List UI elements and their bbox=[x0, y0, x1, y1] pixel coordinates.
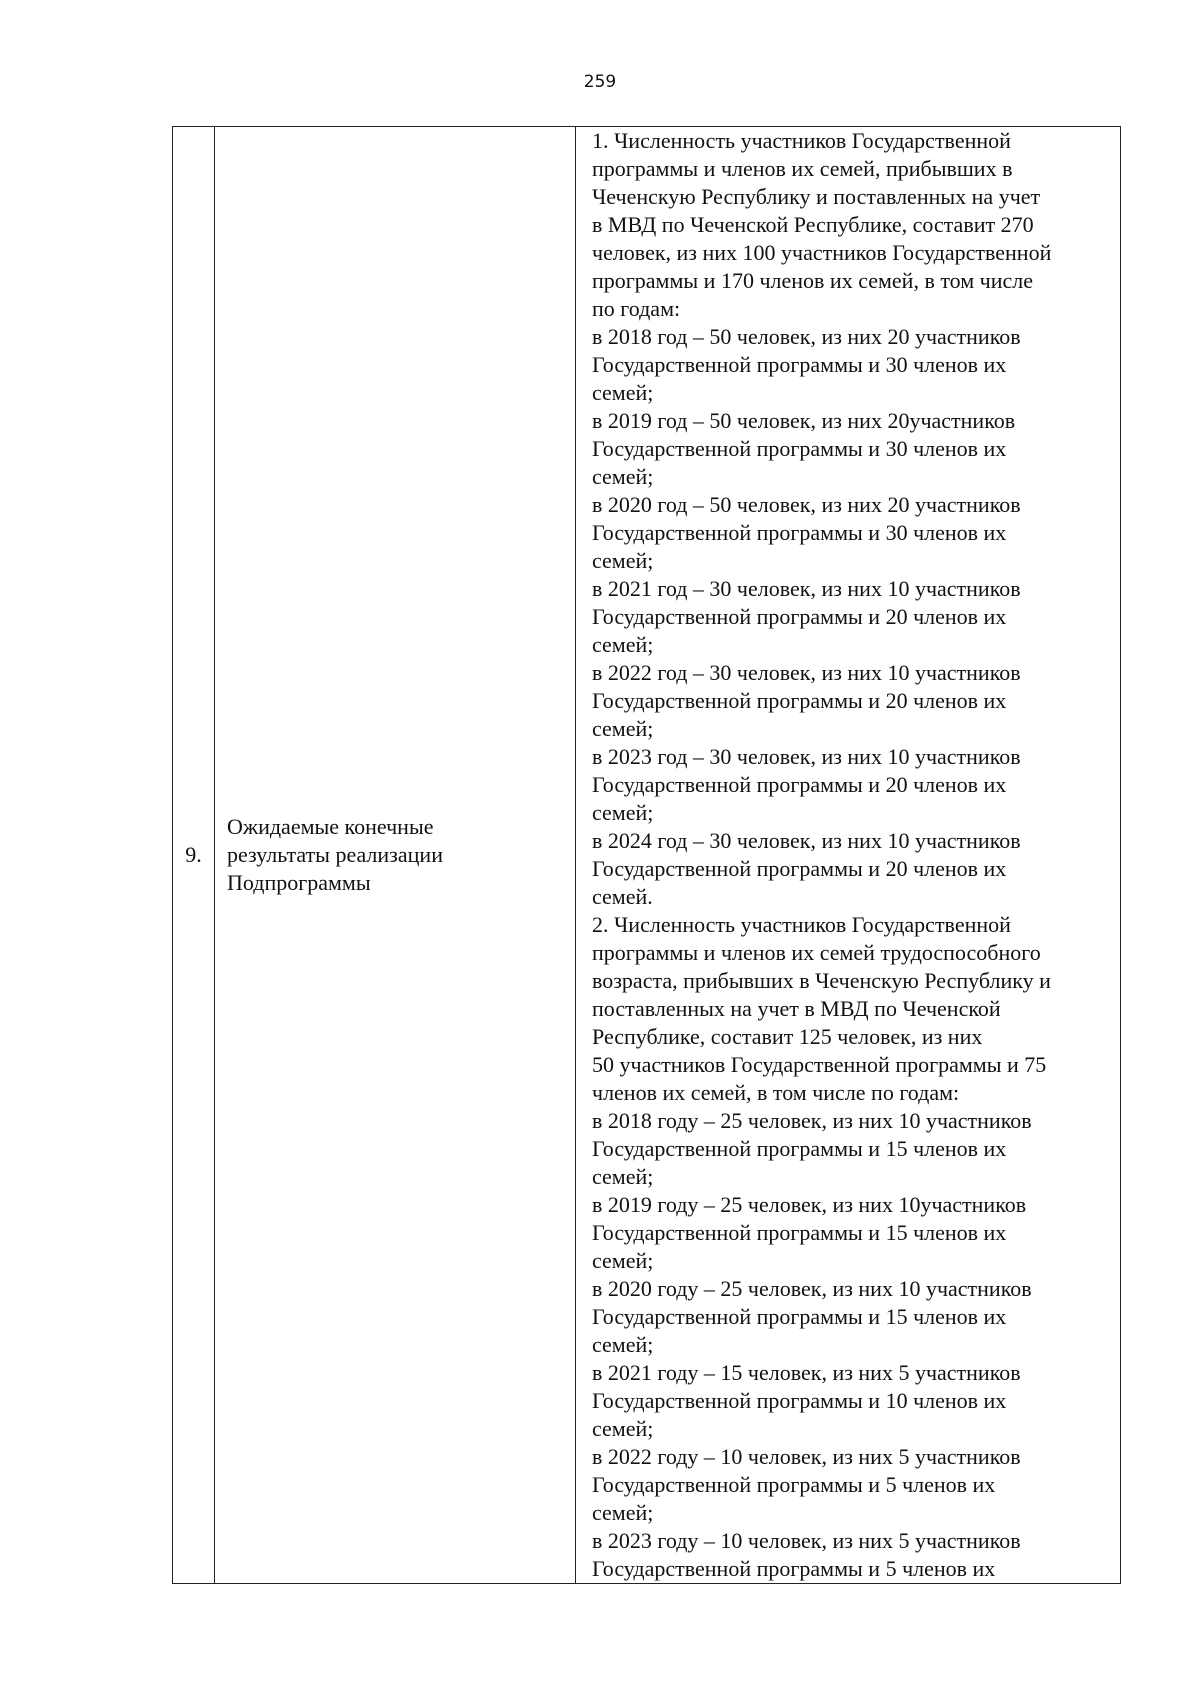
content-line: Государственной программы и 30 членов их bbox=[592, 352, 1007, 377]
row-name-line: результаты реализации bbox=[227, 842, 443, 867]
table-row bbox=[173, 127, 1121, 1584]
content-line: семей; bbox=[592, 380, 654, 405]
content-line: Государственной программы и 15 членов их bbox=[592, 1304, 1007, 1329]
content-line: Чеченскую Республику и поставленных на учет bbox=[592, 184, 1041, 209]
content-line: в 2022 году – 10 человек, из них 5 участников bbox=[592, 1444, 1021, 1469]
content-line: 50 участников Государственной программы и 75 bbox=[592, 1052, 1047, 1077]
content-line: Государственной программы и 10 членов их bbox=[592, 1388, 1007, 1413]
content-line: в 2019 году – 25 человек, из них 10участников bbox=[592, 1192, 1027, 1217]
content-line: семей; bbox=[592, 716, 654, 741]
page-number: 259 bbox=[583, 72, 617, 92]
row-number: 9. bbox=[173, 127, 215, 1584]
row-name-cell bbox=[215, 127, 576, 1584]
content-line: в 2023 год – 30 человек, из них 10 участников bbox=[592, 744, 1021, 769]
content-line: возраста, прибывших в Чеченскую Республику и bbox=[592, 968, 1051, 993]
content-line: семей; bbox=[592, 1416, 654, 1441]
content-line: Государственной программы и 5 членов их bbox=[592, 1556, 996, 1581]
content-line: в 2018 год – 50 человек, из них 20 участников bbox=[592, 324, 1021, 349]
content-line: в 2021 году – 15 человек, из них 5 участников bbox=[592, 1360, 1021, 1385]
content-line: Государственной программы и 30 членов их bbox=[592, 436, 1007, 461]
content-line: Государственной программы и 20 членов их bbox=[592, 772, 1007, 797]
content-line: семей; bbox=[592, 1248, 654, 1273]
content-line: программы и членов их семей, прибывших в bbox=[592, 156, 1013, 181]
content-line: Государственной программы и 5 членов их bbox=[592, 1472, 996, 1497]
content-line: семей; bbox=[592, 800, 654, 825]
results-table bbox=[172, 126, 1121, 1584]
content-line: семей; bbox=[592, 1500, 654, 1525]
content-line: Республике, составит 125 человек, из них bbox=[592, 1024, 983, 1049]
content-line: Государственной программы и 20 членов их bbox=[592, 604, 1007, 629]
content-line: Государственной программы и 15 членов их bbox=[592, 1136, 1007, 1161]
content-line: 1. Численность участников Государственной bbox=[592, 128, 1011, 153]
content-line: программы и 170 членов их семей, в том числе bbox=[592, 268, 1034, 293]
row-content-cell bbox=[576, 127, 1121, 1584]
content-line: в 2020 год – 50 человек, из них 20 участников bbox=[592, 492, 1021, 517]
row-name-line: Подпрограммы bbox=[227, 870, 371, 895]
content-line: в МВД по Чеченской Республике, составит 270 bbox=[592, 212, 1034, 237]
content-line: Государственной программы и 20 членов их bbox=[592, 688, 1007, 713]
content-line: семей; bbox=[592, 1164, 654, 1189]
content-line: в 2022 год – 30 человек, из них 10 участников bbox=[592, 660, 1021, 685]
content-line: человек, из них 100 участников Государственной bbox=[592, 240, 1052, 265]
content-line: программы и членов их семей трудоспособного bbox=[592, 940, 1041, 965]
content-line: Государственной программы и 20 членов их bbox=[592, 856, 1007, 881]
content-line: 2. Численность участников Государственной bbox=[592, 912, 1011, 937]
content-line: в 2024 год – 30 человек, из них 10 участников bbox=[592, 828, 1021, 853]
content-line: семей; bbox=[592, 1332, 654, 1357]
content-line: в 2019 год – 50 человек, из них 20участников bbox=[592, 408, 1016, 433]
content-line: в 2021 год – 30 человек, из них 10 участников bbox=[592, 576, 1021, 601]
content-line: в 2023 году – 10 человек, из них 5 участников bbox=[592, 1528, 1021, 1553]
content-line: в 2020 году – 25 человек, из них 10 участников bbox=[592, 1276, 1032, 1301]
content-line: в 2018 году – 25 человек, из них 10 участников bbox=[592, 1108, 1032, 1133]
content-line: семей. bbox=[592, 884, 653, 909]
content-line: членов их семей, в том числе по годам: bbox=[592, 1080, 960, 1105]
content-line: поставленных на учет в МВД по Чеченской bbox=[592, 996, 1001, 1021]
content-line: семей; bbox=[592, 464, 654, 489]
content-line: по годам: bbox=[592, 296, 681, 321]
content-line: семей; bbox=[592, 548, 654, 573]
content-line: Государственной программы и 15 членов их bbox=[592, 1220, 1007, 1245]
content-line: Государственной программы и 30 членов их bbox=[592, 520, 1007, 545]
content-line: семей; bbox=[592, 632, 654, 657]
row-name-line: Ожидаемые конечные bbox=[227, 814, 434, 839]
